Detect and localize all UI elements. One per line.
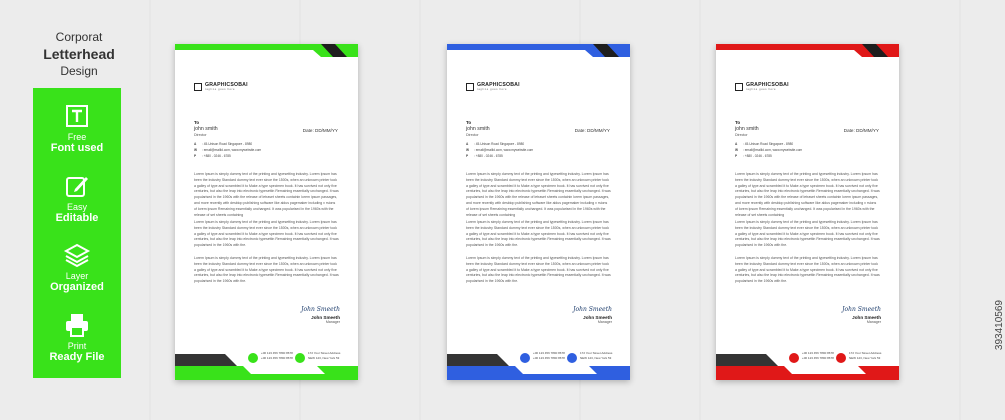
feature-font — [51, 103, 104, 154]
letterhead-sheet-blue — [447, 44, 630, 380]
title-line-3: Design — [60, 64, 98, 78]
feature-label-1: Layer — [65, 271, 89, 282]
signer-role: Manager — [866, 320, 881, 324]
layers-icon — [64, 242, 90, 268]
brand-logo — [194, 82, 248, 91]
contact-phones — [802, 351, 834, 361]
contact-phones — [533, 351, 565, 361]
feature-edit — [56, 173, 99, 224]
location-icon — [295, 353, 305, 363]
signature: John Smeeth — [301, 306, 340, 313]
feature-label-2: Font used — [50, 142, 104, 155]
paragraph-1: Lorem Ipsum is simply dummy text of the printing and typesetting industry. Lorem Ipsum has been the industry Standard dummy text ever since the 1500s, when an unknown printer took a galley of type and scrambled it to Make a type specimen book. It has survived not only five centuries, but also the leap into electronic typesettin Remaining essentially unchanged. It was popularised in the 1960s with the release of letraset sheets containin lorem ipsum passages, and more recently with desktop publishing software like aldus pagemaker including v rsions of lorem ipsum Remaining essentially unchanged. It was popularised in the 1960s with the release of set sheets containing — [466, 172, 611, 217]
contact-phone-1: +00 123 456 7890 8678 — [261, 351, 293, 355]
feature-panel — [33, 88, 121, 378]
paragraph-3: Lorem Ipsum is simply dummy text of the printing and typesetting industry. Lorem Ipsum has been the industry Standard dummy text ever since the 1500s, when an unknown printer took a galley of type and scrambled it to Make a type specimen book. It has survived not only five centuries, but also the leap into electronic typesettin Remaining essentially unchanged. It was popularised in the 1960s with the. — [194, 256, 339, 284]
signature-block — [842, 306, 881, 324]
brand-name: GRAPHICSOBAI — [477, 82, 520, 88]
phone-label: P — [735, 154, 738, 158]
contact-city: NEW 123, New York 53 — [849, 356, 881, 360]
feature-label-1: Easy — [66, 201, 87, 212]
contact-phone-2: +00 123 456 7890 8678 — [802, 356, 834, 360]
contact-phones — [261, 351, 293, 361]
location-icon — [836, 353, 846, 363]
phone-icon — [248, 353, 258, 363]
signature: John Smeeth — [842, 306, 881, 313]
title-line-2: Letterhead — [43, 46, 115, 62]
signer-name: John Smeeth — [583, 315, 612, 320]
brand-tagline: tagline goes here — [746, 88, 777, 91]
address-text: : 45-Unison Road Singapore - 8980 — [474, 142, 525, 146]
logo-icon — [735, 83, 743, 91]
brand-name: GRAPHICSOBAI — [205, 82, 248, 88]
to-label: To — [466, 120, 472, 125]
brand-logo — [466, 82, 520, 91]
recipient-role: Director — [735, 133, 748, 137]
feature-label-2: Editable — [55, 211, 99, 224]
contact-street: 172 Your Street Address — [849, 351, 882, 355]
contact-address — [308, 351, 340, 361]
logo-icon — [466, 83, 474, 91]
address-text: : 45-Unison Road Singapore - 8980 — [202, 142, 253, 146]
paragraph-2: Lorem Ipsum is simply dummy text of the printing and typesetting industry. Lorem Ipsum has been the industry Standard dummy text ever since the 1500s, when an unknown printer took a galley of type and scrambled it to Make a type specimen book. It has survived not only five centuries, but also the leap into electronic typesettin Remaining essentially unchanged. It was popularised in the 1960s with the. — [194, 220, 339, 248]
contact-phone-2: +00 123 456 7890 8678 — [261, 356, 293, 360]
recipient-role: Director — [194, 133, 207, 137]
edit-icon — [64, 173, 90, 199]
paragraph-2: Lorem Ipsum is simply dummy text of the printing and typesetting industry. Lorem Ipsum has been the industry Standard dummy text ever since the 1500s, when an unknown printer took a galley of type and scrambled it to Make a type specimen book. It has survived not only five centuries, but also the leap into electronic typesettin Remaining essentially unchanged. It was popularised in the 1960s with the. — [735, 220, 880, 248]
address-label: A — [735, 142, 738, 146]
letterhead-sheet-green — [175, 44, 358, 380]
phone-text: : +880 - 0246 - 6785 — [202, 154, 231, 158]
email-label: W — [735, 148, 739, 152]
design-title — [34, 30, 124, 78]
signer-role: Manager — [597, 320, 612, 324]
recipient-name: john smith — [466, 126, 490, 132]
feature-label-1: Print — [67, 340, 87, 351]
email-text: : email@mailid.com, www.mywebsite.com — [743, 148, 803, 152]
signature: John Smeeth — [573, 306, 612, 313]
brand-tagline: tagline goes here — [477, 88, 508, 91]
address-block — [194, 141, 261, 159]
paragraph-1: Lorem Ipsum is simply dummy text of the printing and typesetting industry. Lorem Ipsum has been the industry Standard dummy text ever since the 1500s, when an unknown printer took a galley of type and scrambled it to Make a type specimen book. It has survived not only five centuries, but also the leap into electronic typesettin Remaining essentially unchanged. It was popularised in the 1960s with the release of letraset sheets containin lorem ipsum passages, and more recently with desktop publishing software like aldus pagemaker including v rsions of lorem ipsum Remaining essentially unchanged. It was popularised in the 1960s with the release of set sheets containing — [735, 172, 880, 217]
date-field: Date: DD/MM/YY — [574, 128, 610, 133]
title-line-1: Corporat — [55, 30, 103, 44]
feature-label-2: Organized — [50, 281, 104, 294]
signer-role: Manager — [325, 320, 340, 324]
feature-layers — [50, 242, 104, 293]
signature-block — [573, 306, 612, 324]
contact-phone-2: +00 123 456 7890 8678 — [533, 356, 565, 360]
brand-logo — [735, 82, 789, 91]
address-label: A — [466, 142, 469, 146]
recipient-role: Director — [466, 133, 479, 137]
signer-name: John Smeeth — [852, 315, 881, 320]
logo-icon — [194, 83, 202, 91]
address-label: A — [194, 142, 197, 146]
address-text: : 45-Unison Road Singapore - 8980 — [743, 142, 794, 146]
phone-label: P — [194, 154, 197, 158]
contact-phone-1: +00 123 456 7890 8678 — [802, 351, 834, 355]
email-text: : email@mailid.com, www.mywebsite.com — [202, 148, 262, 152]
to-label: To — [194, 120, 200, 125]
contact-street: 172 Your Street Address — [580, 351, 613, 355]
stock-id: 393410569 — [994, 300, 1005, 351]
email-label: W — [194, 148, 198, 152]
paragraph-1: Lorem Ipsum is simply dummy text of the printing and typesetting industry. Lorem Ipsum has been the industry Standard dummy text ever since the 1500s, when an unknown printer took a galley of type and scrambled it to Make a type specimen book. It has survived not only five centuries, but also the leap into electronic typesettin Remaining essentially unchanged. It was popularised in the 1960s with the release of letraset sheets containin lorem ipsum passages, and more recently with desktop publishing software like aldus pagemaker including v rsions of lorem ipsum Remaining essentially unchanged. It was popularised in the 1960s with the release of set sheets containing — [194, 172, 339, 217]
contact-street: 172 Your Street Address — [308, 351, 341, 355]
recipient-name: john smith — [194, 126, 218, 132]
brand-name: GRAPHICSOBAI — [746, 82, 789, 88]
paragraph-2: Lorem Ipsum is simply dummy text of the printing and typesetting industry. Lorem Ipsum has been the industry Standard dummy text ever since the 1500s, when an unknown printer took a galley of type and scrambled it to Make a type specimen book. It has survived not only five centuries, but also the leap into electronic typesettin Remaining essentially unchanged. It was popularised in the 1960s with the. — [466, 220, 611, 248]
phone-text: : +880 - 0246 - 6785 — [474, 154, 503, 158]
contact-address — [849, 351, 881, 361]
contact-phone-1: +00 123 456 7890 8678 — [533, 351, 565, 355]
paragraph-3: Lorem Ipsum is simply dummy text of the printing and typesetting industry. Lorem Ipsum has been the industry Standard dummy text ever since the 1500s, when an unknown printer took a galley of type and scrambled it to Make a type specimen book. It has survived not only five centuries, but also the leap into electronic typesettin Remaining essentially unchanged. It was popularised in the 1960s with the. — [466, 256, 611, 284]
letterhead-sheet-red — [716, 44, 899, 380]
phone-icon — [789, 353, 799, 363]
phone-text: : +880 - 0246 - 6785 — [743, 154, 772, 158]
contact-city: NEW 123, New York 53 — [308, 356, 340, 360]
email-label: W — [466, 148, 470, 152]
signer-name: John Smeeth — [311, 315, 340, 320]
brand-tagline: tagline goes here — [205, 88, 236, 91]
email-text: : email@mailid.com, www.mywebsite.com — [474, 148, 534, 152]
location-icon — [567, 353, 577, 363]
signature-block — [301, 306, 340, 324]
phone-icon — [520, 353, 530, 363]
paragraph-3: Lorem Ipsum is simply dummy text of the printing and typesetting industry. Lorem Ipsum has been the industry Standard dummy text ever since the 1500s, when an unknown printer took a galley of type and scrambled it to Make a type specimen book. It has survived not only five centuries, but also the leap into electronic typesettin Remaining essentially unchanged. It was popularised in the 1960s with the. — [735, 256, 880, 284]
address-block — [735, 141, 802, 159]
feature-label-1: Free — [67, 132, 87, 143]
printer-icon — [64, 312, 90, 338]
phone-label: P — [466, 154, 469, 158]
contact-city: NEW 123, New York 53 — [580, 356, 612, 360]
feature-print — [49, 312, 104, 363]
address-block — [466, 141, 533, 159]
contact-address — [580, 351, 612, 361]
date-field: Date: DD/MM/YY — [302, 128, 338, 133]
recipient-name: john smith — [735, 126, 759, 132]
feature-label-2: Ready File — [49, 350, 105, 363]
font-icon — [64, 103, 90, 129]
date-field: Date: DD/MM/YY — [843, 128, 879, 133]
to-label: To — [735, 120, 741, 125]
